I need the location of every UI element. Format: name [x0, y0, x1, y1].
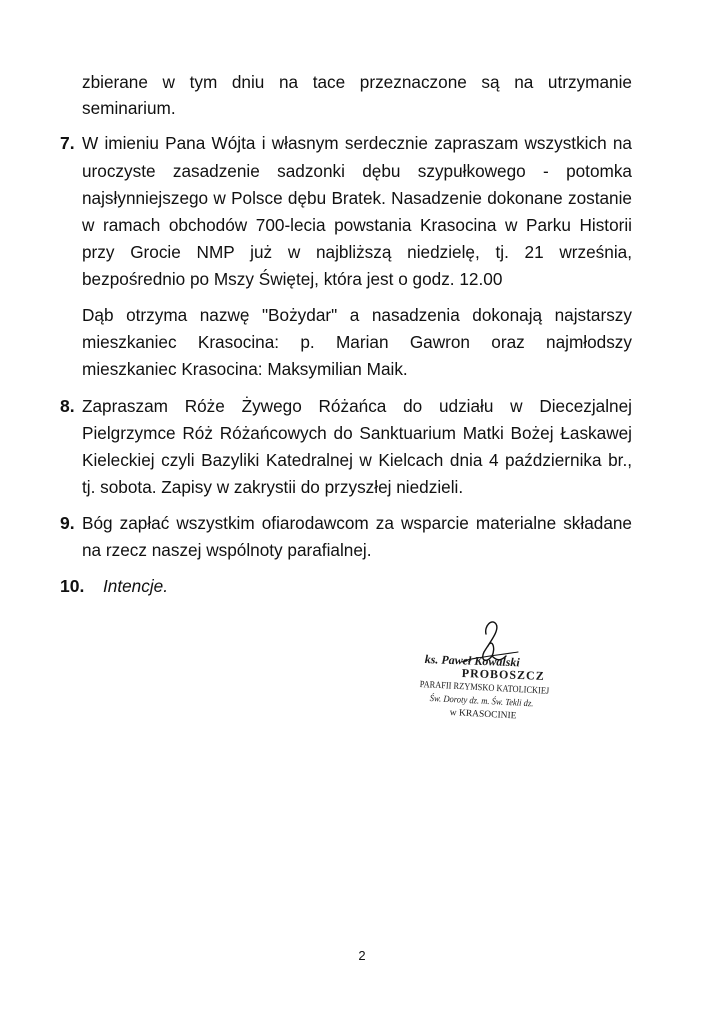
- stamp-patrons: Św. Doroty dz. m. Św. Tekli dz.: [429, 694, 534, 710]
- stamp-parish: PARAFII RZYMSKO KATOLICKIEJ: [419, 680, 550, 697]
- item-7-line-5: przy Grocie NMP już w najbliższą niedzielę, tj. 21 września,: [82, 242, 632, 262]
- item-9-line-1: Bóg zapłać wszystkim ofiarodawcom za wsparcie materialne składane: [82, 513, 632, 533]
- item-9-number: 9.: [60, 513, 75, 533]
- parish-stamp: [400, 612, 600, 742]
- item-9-line-2: na rzecz naszej wspólnoty parafialnej.: [82, 540, 372, 560]
- item-8-line-1: Zapraszam Róże Żywego Różańca do udziału w Diecezjalnej: [82, 396, 632, 416]
- stamp-location: w KRASOCINIE: [449, 708, 517, 722]
- stamp-title: PROBOSZCZ: [461, 666, 545, 683]
- item-7-number: 7.: [60, 133, 75, 153]
- item-7-line-6: bezpośrednio po Mszy Świętej, która jest o godz. 12.00: [82, 269, 503, 289]
- item-10-text: Intencje.: [103, 576, 168, 596]
- stamp-priest-name: ks. Paweł Kowalski: [424, 652, 520, 670]
- item-8-line-2: Pielgrzymce Róż Różańcowych do Sanktuarium Matki Bożej Łaskawej: [82, 423, 632, 443]
- item-8-line-4: tj. sobota. Zapisy w zakrystii do przyszłej niedzieli.: [82, 477, 464, 497]
- item-7-para2-line-3: mieszkaniec Krasocina: Maksymilian Maik.: [82, 359, 408, 379]
- item-7-line-2: uroczyste zasadzenie sadzonki dębu szypułkowego - potomka: [82, 161, 632, 181]
- page-number: 2: [358, 948, 366, 963]
- item-7-para2-line-1: Dąb otrzyma nazwę "Bożydar" a nasadzenia dokonają najstarszy: [82, 305, 632, 325]
- item-7-line-4: w ramach obchodów 700-lecia powstania Krasocina w Parku Historii: [82, 215, 632, 235]
- item-8-line-3: Kieleckiej czyli Bazyliki Katedralnej w Kielcach dnia 4 października br.,: [82, 450, 632, 470]
- continuation-line-1: zbierane w tym dniu na tace przeznaczone są na utrzymanie: [82, 72, 632, 92]
- item-7-line-1: W imieniu Pana Wójta i własnym serdecznie zapraszam wszystkich na: [82, 133, 632, 153]
- item-7-line-3: najsłynniejszego w Polsce dębu Bratek. Nasadzenie dokonane zostanie: [82, 188, 632, 208]
- item-10-number: 10.: [60, 576, 85, 596]
- item-7-para2-line-2: mieszkaniec Krasocina: p. Marian Gawron oraz najmłodszy: [82, 332, 632, 352]
- item-8-number: 8.: [60, 396, 75, 416]
- continuation-line-2: seminarium.: [82, 98, 176, 118]
